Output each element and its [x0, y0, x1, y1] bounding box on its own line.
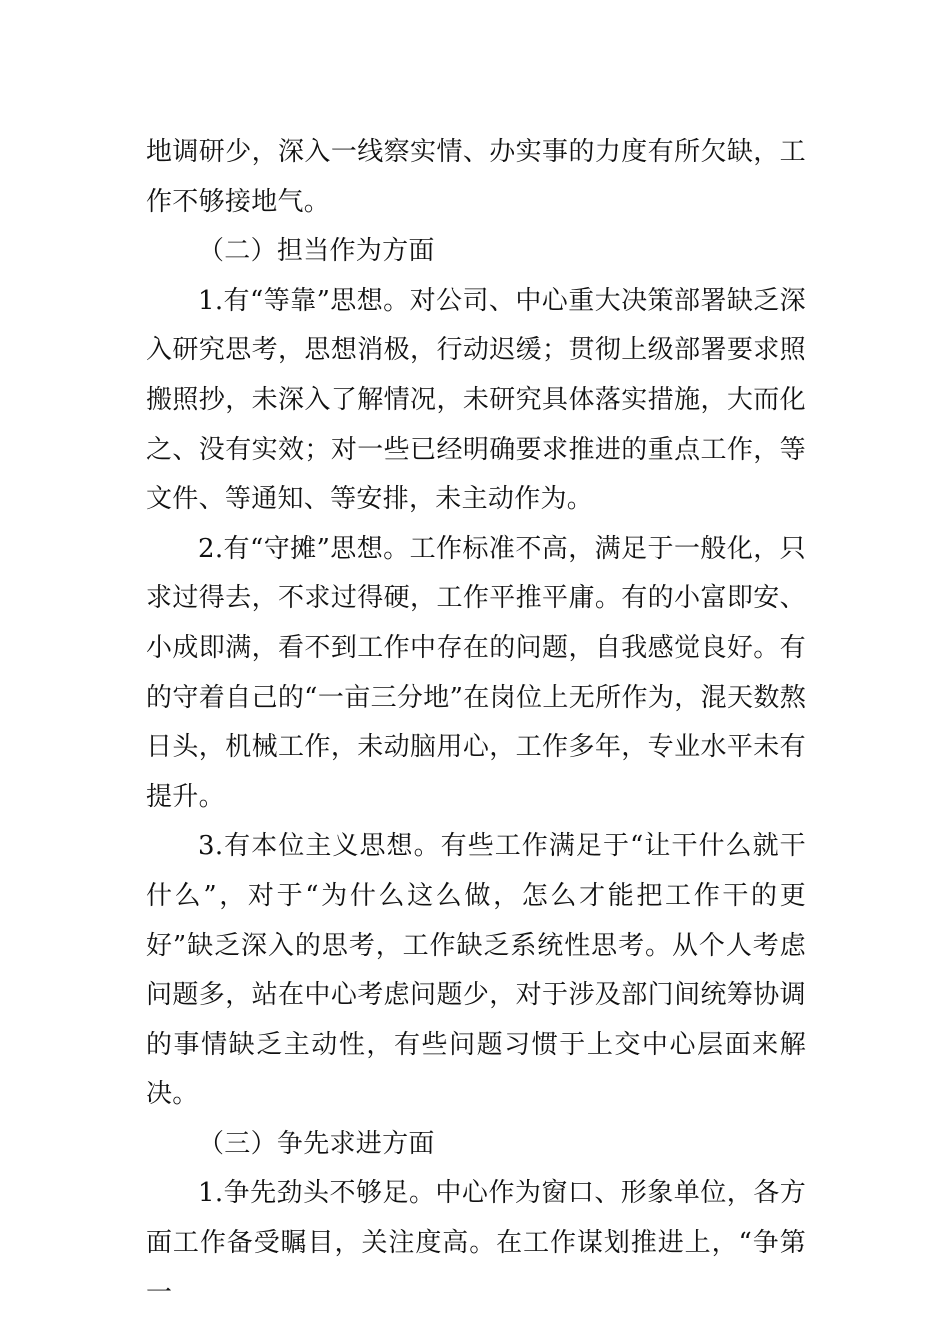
section-heading-3: （三）争先求进方面	[198, 1128, 435, 1159]
paragraph-item-3-1: 1.争先劲头不够足。中心作为窗口、形象单位，各方面工作备受瞩目，关注度高。在工作谋划推进上，“争第一	[146, 1178, 806, 1308]
paragraph-continuation: 地调研少，深入一线察实情、办实事的力度有所欠缺，工作不够接地气。	[146, 137, 806, 217]
paragraph-item-2-1: 1.有“等靠”思想。对公司、中心重大决策部署缺乏深入研究思考，思想消极，行动迟缓；贯彻上级部署要求照搬照抄，未深入了解情况，未研究具体落实措施，大而化之、没有实效；对一些已经明确要求推进的重点工作，等文件、等通知、等安排，未主动作为。	[146, 285, 806, 515]
paragraph-item-2-3: 3.有本位主义思想。有些工作满足于“让干什么就干什么”，对于“为什么这么做，怎么才能把工作干的更好”缺乏深入的思考，工作缺乏系统性思考。从个人考虑问题多，站在中心考虑问题少，对于涉及部门间统筹协调的事情缺乏主动性，有些问题习惯于上交中心层面来解决。	[146, 831, 806, 1110]
section-heading-2: （二）担当作为方面	[198, 236, 435, 267]
paragraph-item-2-2: 2.有“守摊”思想。工作标准不高，满足于一般化，只求过得去，不求过得硬，工作平推平庸。有的小富即安、小成即满，看不到工作中存在的问题，自我感觉良好。有的守着自己的“一亩三分地”在岗位上无所作为，混天数熬日头，机械工作，未动脑用心，工作多年，专业水平未有提升。	[146, 533, 806, 812]
document-body	[146, 128, 806, 1318]
